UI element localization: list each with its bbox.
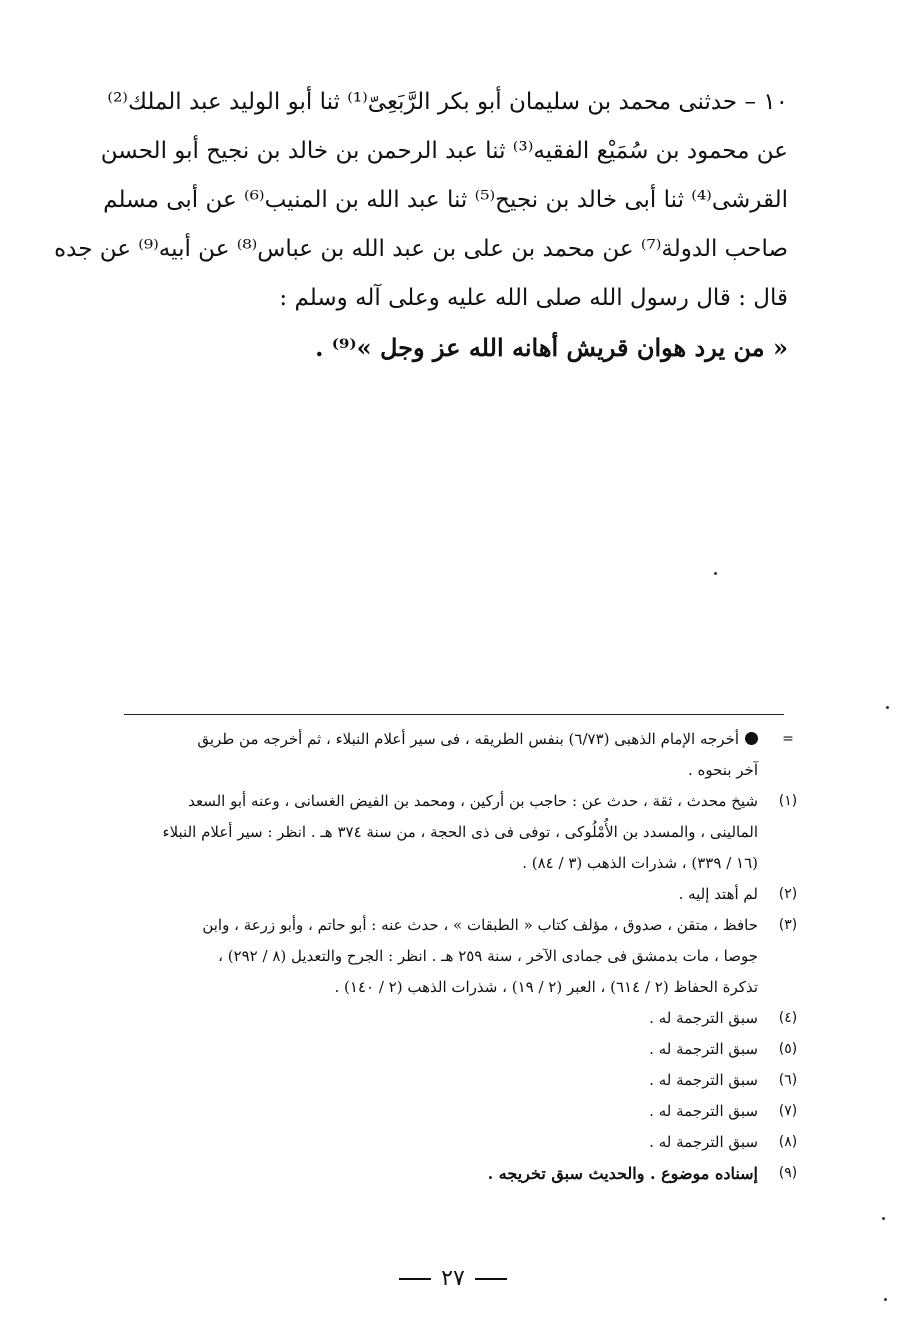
footnote-9 — [118, 1158, 818, 1189]
hadith-text — [54, 78, 788, 372]
footnote-line: سبق الترجمة له . — [649, 1102, 758, 1120]
footnote-6 — [118, 1065, 818, 1096]
footnote-line: شيخ محدث ، ثقة ، حدث عن : حاجب بن أركين ، ومحمد بن الفيض الغسانى ، وعنه أبو السعد — [188, 792, 758, 810]
footnote-separator — [124, 714, 784, 715]
page-number-dash — [475, 1278, 507, 1280]
footnote-number: (٩) — [778, 1165, 798, 1181]
scan-speck — [882, 1217, 885, 1220]
footnote-intro — [118, 724, 818, 786]
footnote-line: آخر بنحوه . — [687, 761, 758, 779]
footnote-number: (٢) — [778, 886, 798, 902]
footnote-line: حافظ ، متقن ، صدوق ، مؤلف كتاب « الطبقات » ، حدث عنه : أبو حاتم ، وأبو زرعة ، وابن — [202, 916, 758, 934]
footnote-1 — [118, 786, 818, 879]
footnote-number: (٨) — [778, 1134, 798, 1150]
hadith-line: عن محمود بن سُمَيْع الفقيه⁽³⁾ ثنا عبد الرحمن بن خالد بن نجيح أبو الحسن — [100, 138, 788, 164]
footnote-5 — [118, 1034, 818, 1065]
footnote-line: سبق الترجمة له . — [649, 1040, 758, 1058]
footnote-line: سبق الترجمة له . — [649, 1133, 758, 1151]
footnote-line: المالينى ، والمسدد بن الأُمْلُوكى ، توفى فى ذى الحجة ، من سنة ٣٧٤ هـ . انظر : سير أعلام النبلاء — [162, 823, 758, 841]
footnote-number: (٥) — [778, 1041, 798, 1057]
scan-speck — [884, 1298, 887, 1301]
footnote-line: أخرجه الإمام الذهبى (٦/٧٣) بنفس الطريقه ، فى سير أعلام النبلاء ، ثم أخرجه من طريق — [197, 730, 739, 748]
footnote-number: (٦) — [778, 1072, 798, 1088]
footnote-number: (٤) — [778, 1010, 798, 1026]
footnote-line: إسناده موضوع . والحديث سبق تخريجه . — [487, 1164, 758, 1183]
hadith-line: قال : قال رسول الله صلى الله عليه وعلى آله وسلم : — [279, 285, 788, 311]
hadith-matn: « من يرد هوان قريش أهانه الله عز وجل »⁽⁹⁾ . — [315, 333, 788, 362]
scan-speck — [886, 706, 889, 709]
footnote-line: لم أهتد إليه . — [678, 885, 758, 903]
footnote-line: سبق الترجمة له . — [649, 1071, 758, 1089]
page-number — [0, 1266, 906, 1291]
bullet-icon — [745, 732, 758, 745]
footnote-line: (١٦ / ٣٣٩) ، شذرات الذهب (٣ / ٨٤) . — [522, 854, 758, 872]
footnotes — [118, 724, 818, 1189]
footnote-line: تذكرة الحفاظ (٢ / ٦١٤) ، العبر (٢ / ١٩) ، شذرات الذهب (٢ / ١٤٠) . — [334, 978, 758, 996]
footnote-line: جوصا ، مات بدمشق فى جمادى الآخر ، سنة ٢٥٩ هـ . انظر : الجرح والتعديل (٨ / ٢٩٢) ، — [218, 947, 758, 965]
scan-speck — [714, 572, 717, 575]
footnote-number: (٣) — [778, 917, 798, 933]
footnote-line: سبق الترجمة له . — [649, 1009, 758, 1027]
page-number-dash — [399, 1278, 431, 1280]
page-number-value: ٢٧ — [441, 1266, 465, 1291]
footnote-4 — [118, 1003, 818, 1034]
footnote-number: (١) — [778, 793, 798, 809]
hadith-line: ١٠ – حدثنى محمد بن سليمان أبو بكر الرَّبَعِىّ⁽¹⁾ ثنا أبو الوليد عبد الملك⁽²⁾ — [107, 89, 788, 115]
footnote-8 — [118, 1127, 818, 1158]
footnote-number: (٧) — [778, 1103, 798, 1119]
hadith-line: صاحب الدولة⁽⁷⁾ عن محمد بن على بن عبد الله بن عباس⁽⁸⁾ عن أبيه⁽⁹⁾ عن جده — [54, 236, 788, 262]
hadith-line: القرشى⁽⁴⁾ ثنا أبى خالد بن نجيح⁽⁵⁾ ثنا عبد الله بن المنيب⁽⁶⁾ عن أبى مسلم — [103, 187, 788, 213]
footnote-3 — [118, 910, 818, 1003]
footnote-7 — [118, 1096, 818, 1127]
footnote-marker: = — [782, 731, 794, 747]
footnote-2 — [118, 879, 818, 910]
